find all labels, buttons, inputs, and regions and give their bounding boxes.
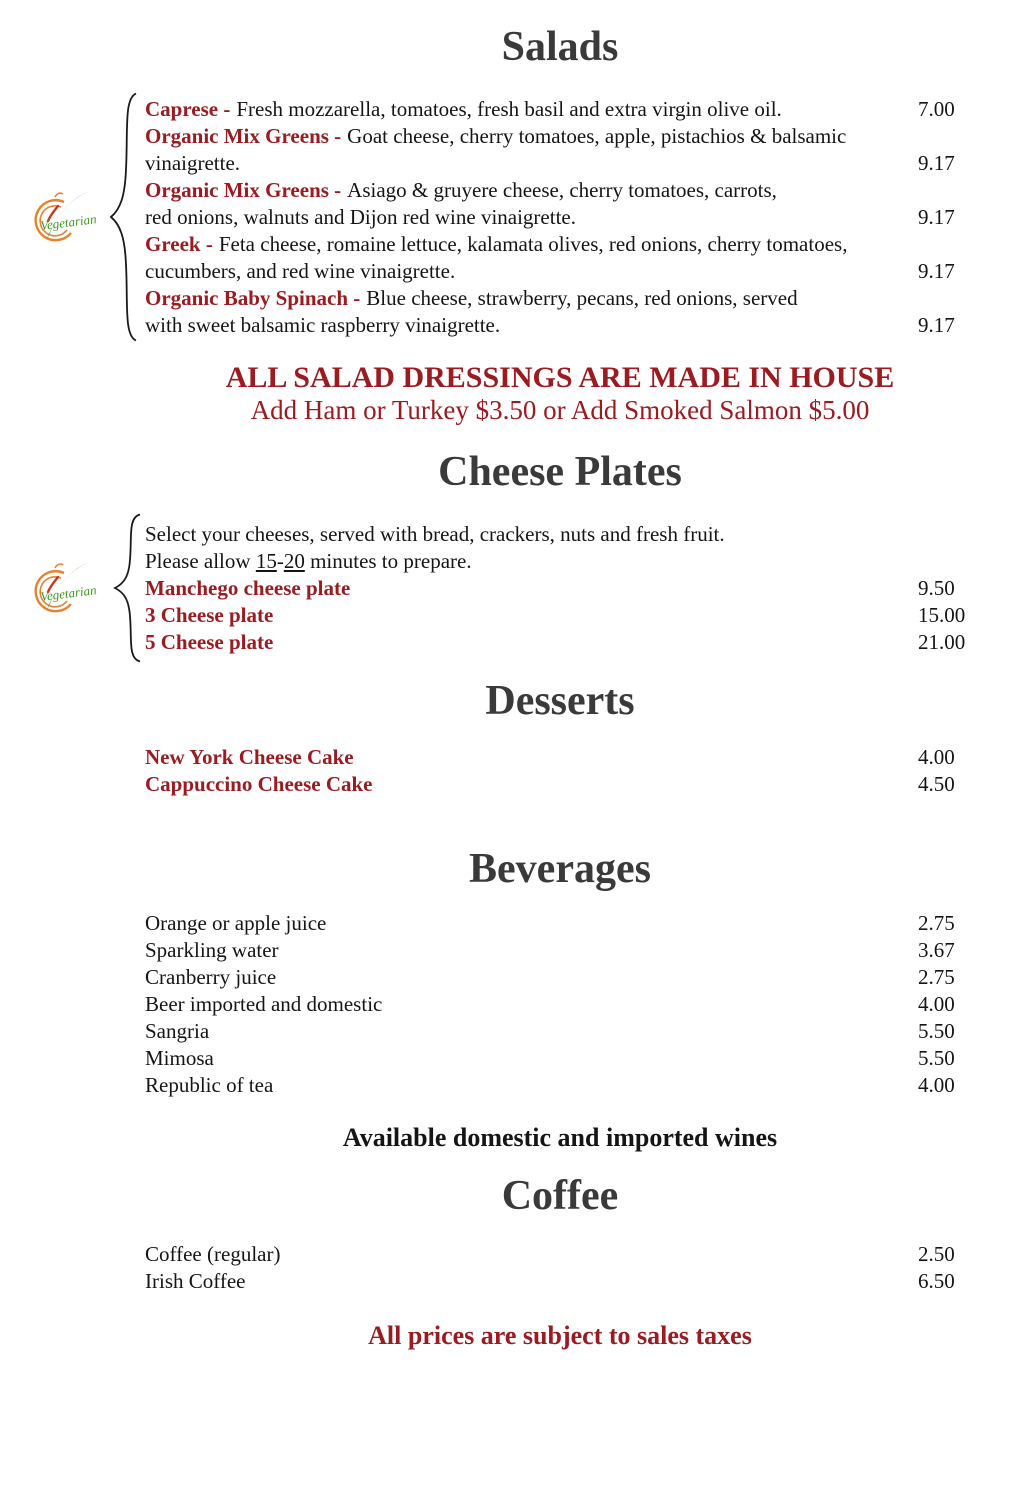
menu-item-row bbox=[145, 991, 975, 1018]
menu-item-row bbox=[145, 1018, 975, 1045]
menu-item-row bbox=[145, 771, 975, 798]
item-desc: Feta cheese, romaine lettuce, kalamata olives, red onions, cherry tomatoes, bbox=[218, 232, 848, 256]
item-price: 3.67 bbox=[918, 938, 955, 962]
item-name: Organic Mix Greens - bbox=[145, 178, 342, 202]
item-name: Cappuccino Cheese Cake bbox=[145, 772, 373, 796]
item-desc: Fresh mozzarella, tomatoes, fresh basil and extra virgin olive oil. bbox=[236, 97, 782, 121]
item-name: Organic Baby Spinach - bbox=[145, 286, 361, 310]
menu-item-row bbox=[145, 231, 975, 285]
beverages-list bbox=[145, 910, 975, 1099]
item-name: Sparkling water bbox=[145, 938, 279, 962]
item-price: 6.50 bbox=[918, 1269, 955, 1293]
item-price: 7.00 bbox=[918, 97, 955, 121]
menu-item-row bbox=[145, 123, 975, 177]
item-desc: Asiago & gruyere cheese, cherry tomatoes, carrots, bbox=[347, 178, 777, 202]
cheese-plates-heading: Cheese Plates bbox=[438, 449, 682, 495]
item-name: Sangria bbox=[145, 1019, 210, 1043]
item-price: 9.17 bbox=[918, 313, 955, 337]
vegetarian-icon bbox=[17, 185, 113, 251]
menu-item-row bbox=[145, 575, 975, 602]
menu-item-row bbox=[145, 177, 975, 231]
item-price: 4.50 bbox=[918, 772, 955, 796]
coffee-heading: Coffee bbox=[501, 1173, 619, 1219]
menu-item-row bbox=[145, 964, 975, 991]
vegetarian-icon bbox=[17, 556, 113, 622]
cheese-group-brace bbox=[111, 513, 141, 663]
menu-item-row bbox=[145, 602, 975, 629]
item-price: 5.50 bbox=[918, 1046, 955, 1070]
item-desc: Blue cheese, strawberry, pecans, red onions, served bbox=[366, 286, 798, 310]
cheese-intro-row bbox=[145, 521, 975, 548]
salads-list bbox=[39, 96, 975, 339]
coffee-list bbox=[145, 1241, 975, 1295]
menu-item-row bbox=[145, 1072, 975, 1099]
menu-item-row bbox=[145, 937, 975, 964]
wines-note: Available domestic and imported wines bbox=[342, 1123, 778, 1152]
item-name: Beer imported and domestic bbox=[145, 992, 383, 1016]
item-name: Cranberry juice bbox=[145, 965, 277, 989]
item-price: 9.50 bbox=[918, 576, 955, 600]
item-price: 9.17 bbox=[918, 151, 955, 175]
menu-item-row bbox=[145, 1268, 975, 1295]
item-name: Coffee (regular) bbox=[145, 1242, 281, 1266]
item-desc: with sweet balsamic raspberry vinaigrette. bbox=[145, 313, 501, 337]
item-name: Irish Coffee bbox=[145, 1269, 246, 1293]
menu-item-row bbox=[145, 1045, 975, 1072]
item-name: New York Cheese Cake bbox=[145, 745, 354, 769]
cheese-plates-list bbox=[39, 521, 975, 656]
item-price: 2.75 bbox=[918, 965, 955, 989]
item-price: 2.50 bbox=[918, 1242, 955, 1266]
item-name: Orange or apple juice bbox=[145, 911, 327, 935]
item-price: 4.00 bbox=[918, 745, 955, 769]
item-desc: red onions, walnuts and Dijon red wine vinaigrette. bbox=[145, 205, 576, 229]
item-desc: cucumbers, and red wine vinaigrette. bbox=[145, 259, 456, 283]
menu-item-row bbox=[145, 629, 975, 656]
item-name: Greek - bbox=[145, 232, 213, 256]
item-desc: Goat cheese, cherry tomatoes, apple, pistachios & balsamic bbox=[347, 124, 847, 148]
salad-dressings-note: ALL SALAD DRESSINGS ARE MADE IN HOUSE bbox=[225, 361, 895, 394]
menu-item-row bbox=[145, 744, 975, 771]
menu-item-row bbox=[145, 1241, 975, 1268]
item-price: 21.00 bbox=[918, 630, 966, 654]
sales-tax-note: All prices are subject to sales taxes bbox=[368, 1321, 752, 1350]
menu-item-row bbox=[145, 285, 975, 339]
item-name: Manchego cheese plate bbox=[145, 576, 351, 600]
item-price: 5.50 bbox=[918, 1019, 955, 1043]
salad-addons-note: Add Ham or Turkey $3.50 or Add Smoked Salmon $5.00 bbox=[250, 395, 870, 425]
item-price: 4.00 bbox=[918, 992, 955, 1016]
item-name: Republic of tea bbox=[145, 1073, 274, 1097]
cheese-intro-line: Select your cheeses, served with bread, crackers, nuts and fresh fruit. bbox=[145, 522, 725, 546]
item-name: Organic Mix Greens - bbox=[145, 124, 342, 148]
salads-heading: Salads bbox=[501, 24, 619, 70]
item-price: 9.17 bbox=[918, 205, 955, 229]
item-name: 3 Cheese plate bbox=[145, 603, 274, 627]
item-name: 5 Cheese plate bbox=[145, 630, 274, 654]
cheese-intro-row bbox=[145, 548, 975, 575]
item-price: 9.17 bbox=[918, 259, 955, 283]
item-desc: vinaigrette. bbox=[145, 151, 241, 175]
item-price: 4.00 bbox=[918, 1073, 955, 1097]
menu-item-row bbox=[145, 96, 975, 123]
desserts-list bbox=[145, 744, 975, 798]
beverages-heading: Beverages bbox=[469, 846, 651, 892]
vegetarian-label: Vegetarian bbox=[39, 210, 98, 233]
cheese-intro-line: Please allow 15-20 minutes to prepare. bbox=[145, 549, 472, 573]
vegetarian-label: Vegetarian bbox=[39, 581, 98, 604]
menu-item-row bbox=[145, 910, 975, 937]
item-name: Caprese - bbox=[145, 97, 231, 121]
item-price: 15.00 bbox=[918, 603, 966, 627]
item-name: Mimosa bbox=[145, 1046, 214, 1070]
item-price: 2.75 bbox=[918, 911, 955, 935]
desserts-heading: Desserts bbox=[485, 678, 635, 724]
